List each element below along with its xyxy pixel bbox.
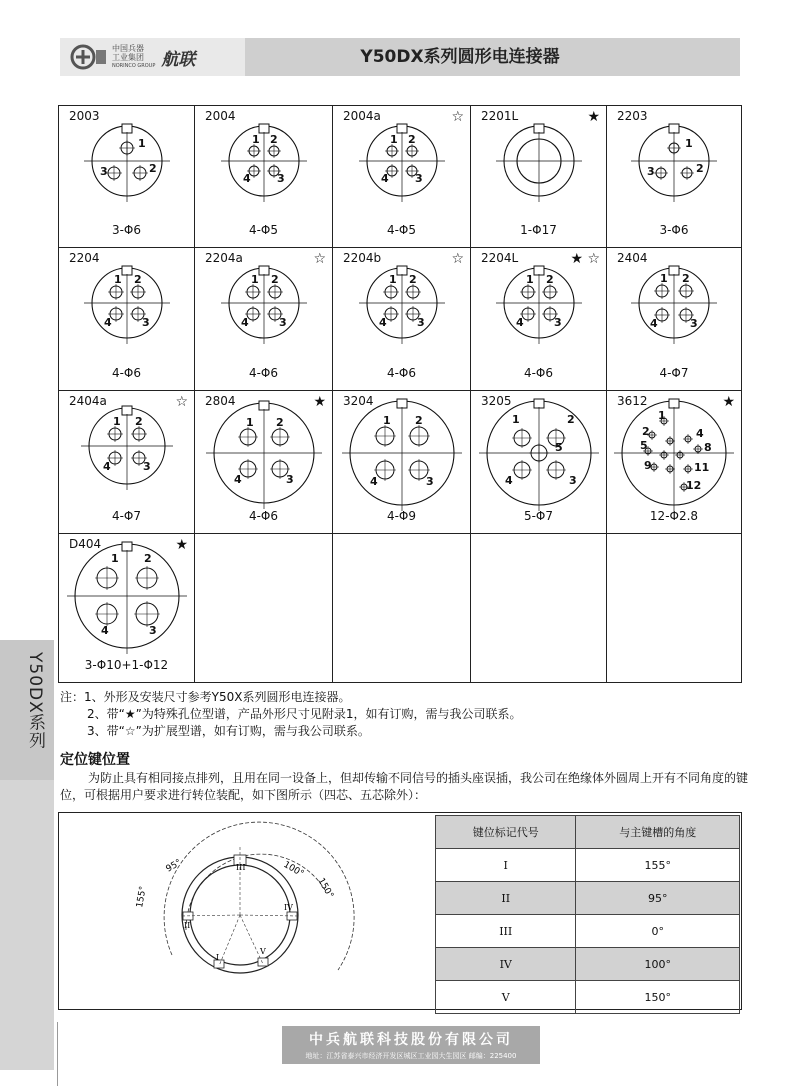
- pin-number: 1: [512, 413, 520, 426]
- angle-arc-155: [186, 854, 325, 930]
- connector-code: 2004: [205, 109, 236, 123]
- pin-number: 3: [286, 473, 294, 486]
- connector-cell: [195, 534, 333, 682]
- pin-number: 2: [415, 414, 423, 427]
- table-cell-code: IV: [436, 948, 576, 981]
- connector-spec-label: 4-Φ9: [386, 509, 417, 523]
- logo-brand-text: 航联: [161, 49, 196, 70]
- connector-face-diagram: [59, 534, 195, 682]
- connector-spec-label: 1-Φ17: [520, 223, 557, 237]
- table-cell-angle: 0°: [576, 915, 740, 948]
- connector-spec-label: 4-Φ6: [248, 509, 279, 523]
- key-slot: [669, 399, 679, 408]
- table-cell-angle: 150°: [576, 981, 740, 1014]
- pin-number: 3: [415, 172, 423, 185]
- connector-face-diagram: [195, 391, 333, 534]
- pin-number: 4: [381, 172, 389, 185]
- connector-cell: [59, 391, 195, 534]
- radial-line-i: [219, 915, 240, 966]
- page-footer: [282, 1026, 540, 1064]
- connector-grid: [58, 105, 742, 683]
- pin-number: 8: [704, 441, 712, 454]
- connector-cell: [59, 248, 195, 391]
- type-star-icon: ☆: [313, 251, 326, 267]
- pin-number: 1: [658, 409, 666, 422]
- pin-number: 4: [516, 316, 524, 329]
- pin-number: 3: [417, 316, 425, 329]
- table-row: [436, 915, 740, 948]
- connector-cell: [59, 106, 195, 248]
- angle-label-95: 95°: [164, 857, 184, 875]
- pin-number: 2: [144, 552, 152, 565]
- connector-spec-label: 3-Φ6: [111, 223, 142, 237]
- connector-code: 3204: [343, 394, 374, 408]
- table-row: [436, 981, 740, 1014]
- connector-spec-label: 4-Φ7: [111, 509, 142, 523]
- pin-number: 2: [270, 133, 278, 146]
- connector-spec-label: 4-Φ6: [248, 366, 279, 380]
- key-slot: [259, 124, 269, 133]
- table-row: [436, 849, 740, 882]
- footer-company: 中兵航联科技股份有限公司: [309, 1032, 513, 1048]
- pin-number: 1: [246, 416, 254, 429]
- pin-number: 4: [696, 427, 704, 440]
- pin-number: 4: [370, 475, 378, 488]
- connector-code: 2404a: [69, 394, 107, 408]
- connector-cell: [471, 106, 607, 248]
- page-header: [60, 38, 740, 76]
- key-slot: [122, 124, 132, 133]
- key-label-iv: IV: [284, 903, 293, 912]
- pin-number: 4: [101, 624, 109, 637]
- table-row: [436, 948, 740, 981]
- pin-number: 2: [682, 272, 690, 285]
- key-label-ii: II: [184, 921, 191, 930]
- pin-number: 2: [546, 273, 554, 286]
- connector-face-diagram: [607, 391, 741, 534]
- connector-face-diagram: [471, 391, 607, 534]
- side-divider: [57, 1022, 58, 1086]
- connector-face-diagram: [195, 106, 333, 248]
- connector-code: 2004a: [343, 109, 381, 123]
- pin-number: 1: [114, 273, 122, 286]
- connector-face-diagram: [607, 106, 741, 248]
- pin-number: 4: [241, 316, 249, 329]
- table-row: [436, 882, 740, 915]
- connector-code: 2203: [617, 109, 648, 123]
- connector-code: 2003: [69, 109, 100, 123]
- connector-face-diagram: [333, 248, 471, 391]
- connector-code: 2204b: [343, 251, 382, 265]
- pin-number: 1: [138, 137, 146, 150]
- pin-number: 3: [569, 474, 577, 487]
- logo-group-line1: 中国兵器: [112, 43, 144, 53]
- table-cell-code: V: [436, 981, 576, 1014]
- connector-cell: [471, 248, 607, 391]
- pin-number: 4: [104, 316, 112, 329]
- connector-face-diagram: [333, 106, 471, 248]
- connector-cell: [195, 391, 333, 534]
- connector-face-diagram: [333, 391, 471, 534]
- page-title: Y50DX系列圆形电连接器: [360, 47, 560, 67]
- key-slot: [122, 266, 132, 275]
- note-line-1: 注：1、外形及安装尺寸参考Y50X系列圆形电连接器。: [60, 690, 351, 704]
- type-star-icon: ☆: [175, 394, 188, 410]
- notes: [60, 689, 521, 740]
- type-star-icon: ☆: [451, 251, 464, 267]
- section-paragraph: 为防止具有相同接点排列，且用在同一设备上，但却传输不同信号的插头座误插，我公司在绝缘体外圆周上开有不同角度的键位，可根据用户要求进行转位装配，如下图所示（四芯、五芯除外）：: [60, 771, 749, 802]
- pin-number: 1: [660, 272, 668, 285]
- key-label-v: V: [260, 947, 266, 956]
- logo-group-en: NORINCO GROUP: [112, 62, 156, 69]
- connector-face-diagram: [607, 248, 741, 391]
- pin-number: 3: [279, 316, 287, 329]
- connector-code: D404: [69, 537, 102, 551]
- connector-code: 2404: [617, 251, 648, 265]
- table-header-row: [436, 816, 740, 849]
- key-slot: [534, 124, 544, 133]
- pin-number: 12: [686, 479, 702, 492]
- logo-group-line2: 工业集团: [112, 52, 144, 62]
- connector-spec-label: 3-Φ10+1-Φ12: [84, 658, 169, 672]
- connector-spec-label: 4-Φ5: [248, 223, 279, 237]
- pin-number: 5: [555, 441, 563, 454]
- pin-number: 2: [409, 273, 417, 286]
- angle-label-155: 155°: [135, 885, 149, 909]
- angle-label-100: 100°: [281, 859, 306, 880]
- pin-number: 11: [694, 461, 710, 474]
- key-notch-v: [258, 958, 268, 966]
- connector-spec-label: 3-Φ6: [659, 223, 689, 237]
- key-slot: [397, 266, 407, 275]
- key-angle-table: [435, 815, 740, 1014]
- type-star-icon: ★: [175, 537, 188, 553]
- key-label-i: I: [216, 953, 220, 962]
- connector-cell: [195, 106, 333, 248]
- connector-face-diagram: [59, 248, 195, 391]
- connector-cell: [607, 534, 741, 682]
- side-tab-label: Y50DX系列: [25, 652, 45, 750]
- key-slot: [669, 266, 679, 275]
- pin-number: 1: [251, 273, 259, 286]
- connector-face-diagram: [59, 391, 195, 534]
- pin-number: 1: [390, 133, 398, 146]
- key-slot: [259, 266, 269, 275]
- key-slot: [122, 406, 132, 415]
- key-slot: [669, 124, 679, 133]
- pin-number: 2: [408, 133, 416, 146]
- pin-number: 3: [142, 316, 150, 329]
- connector-face-diagram: [195, 248, 333, 391]
- connector-cell: [333, 534, 471, 682]
- connector-face-diagram: [471, 248, 607, 391]
- connector-cell: [607, 391, 741, 534]
- connector-code: 2204L: [481, 251, 519, 265]
- pin-number: 3: [143, 460, 151, 473]
- connector-spec-label: 5-Φ7: [523, 509, 554, 523]
- pin-number: 1: [113, 415, 121, 428]
- pin-number: 4: [379, 316, 387, 329]
- pin-number: 2: [696, 162, 704, 175]
- pin-number: 1: [111, 552, 119, 565]
- connector-spec-label: 4-Φ6: [386, 366, 417, 380]
- pin-number: 2: [567, 413, 575, 426]
- connector-cell: [471, 534, 607, 682]
- angle-label-150: 150°: [315, 876, 335, 901]
- connector-cell: [607, 248, 741, 391]
- key-slot: [397, 124, 407, 133]
- connector-code: 2804: [205, 394, 236, 408]
- pin-number: 4: [234, 473, 242, 486]
- pin-number: 4: [650, 317, 658, 330]
- type-star-icon: ☆: [451, 109, 464, 125]
- connector-cell: [333, 248, 471, 391]
- key-slot: [534, 399, 544, 408]
- pin-number: 2: [135, 415, 143, 428]
- footer-address: 地址：江苏省泰兴市经济开发区城区工业园大生园区 邮编：225400: [305, 1052, 517, 1060]
- connector-cell: [471, 391, 607, 534]
- table-cell-code: II: [436, 882, 576, 915]
- table-cell-angle: 95°: [576, 882, 740, 915]
- connector-spec-label: 4-Φ6: [111, 366, 142, 380]
- table-cell-code: III: [436, 915, 576, 948]
- connector-code: 2204: [69, 251, 100, 265]
- table-cell-angle: 155°: [576, 849, 740, 882]
- connector-cell: [607, 106, 741, 248]
- pin-number: 2: [134, 273, 142, 286]
- connector-spec-label: 12-Φ2.8: [649, 509, 699, 523]
- pin-number: 1: [252, 133, 260, 146]
- pin-number: 4: [505, 474, 513, 487]
- pin-number: 3: [100, 165, 108, 178]
- pin-number: 4: [103, 460, 111, 473]
- connector-code: 2201L: [481, 109, 519, 123]
- pin-number: 3: [149, 624, 157, 637]
- connector-cell: [59, 534, 195, 682]
- pin-number: 1: [526, 273, 534, 286]
- connector-code: 3612: [617, 394, 648, 408]
- pin-number: 1: [389, 273, 397, 286]
- pin-number: 3: [690, 317, 698, 330]
- pin-number: 1: [685, 137, 693, 150]
- connector-cell: [333, 106, 471, 248]
- note-line-2: 2、带“★”为特殊孔位型谱，产品外形尺寸见附录1，如有订购，需与我公司联系。: [87, 707, 522, 721]
- connector-spec-label: 4-Φ6: [523, 366, 554, 380]
- pin-number: 2: [271, 273, 279, 286]
- pin-number: 4: [243, 172, 251, 185]
- pin-number: 2: [276, 416, 284, 429]
- key-label-iii: III: [236, 863, 246, 872]
- type-star-icon: ★: [722, 394, 735, 410]
- connector-spec-label: 4-Φ5: [386, 223, 417, 237]
- pin-number: 1: [383, 414, 391, 427]
- pin-number: 3: [277, 172, 285, 185]
- section-title: 定位键位置: [60, 752, 130, 768]
- type-star-icon: ★: [313, 394, 326, 410]
- connector-code: 2204a: [205, 251, 243, 265]
- connector-face-diagram: [59, 106, 195, 248]
- pin-number: 9: [644, 459, 652, 472]
- key-position-diagram: [120, 820, 420, 1000]
- radial-line-v: [240, 915, 263, 964]
- connector-cell: [333, 391, 471, 534]
- connector-cell: [195, 248, 333, 391]
- note-line-3: 3、带“☆”为扩展型谱，如有订购，需与我公司联系。: [87, 724, 370, 738]
- pin-number: 2: [149, 162, 157, 175]
- key-slot: [259, 401, 269, 410]
- table-cell-angle: 100°: [576, 948, 740, 981]
- key-slot: [534, 266, 544, 275]
- key-slot: [397, 399, 407, 408]
- table-cell-code: I: [436, 849, 576, 882]
- connector-spec-label: 4-Φ7: [659, 366, 689, 380]
- table-header-angle: 与主键槽的角度: [576, 816, 740, 849]
- pin-number: 3: [426, 475, 434, 488]
- pin-number: 2: [642, 425, 650, 438]
- connector-code: 3205: [481, 394, 512, 408]
- pin-number: 3: [554, 316, 562, 329]
- key-slot: [122, 542, 132, 551]
- type-star-icon: ★: [587, 109, 600, 125]
- pin-number: 5: [640, 439, 648, 452]
- table-header-code: 键位标记代号: [436, 816, 576, 849]
- pin-number: 3: [647, 165, 655, 178]
- type-star-icon: ★ ☆: [570, 251, 600, 267]
- connector-face-diagram: [471, 106, 607, 248]
